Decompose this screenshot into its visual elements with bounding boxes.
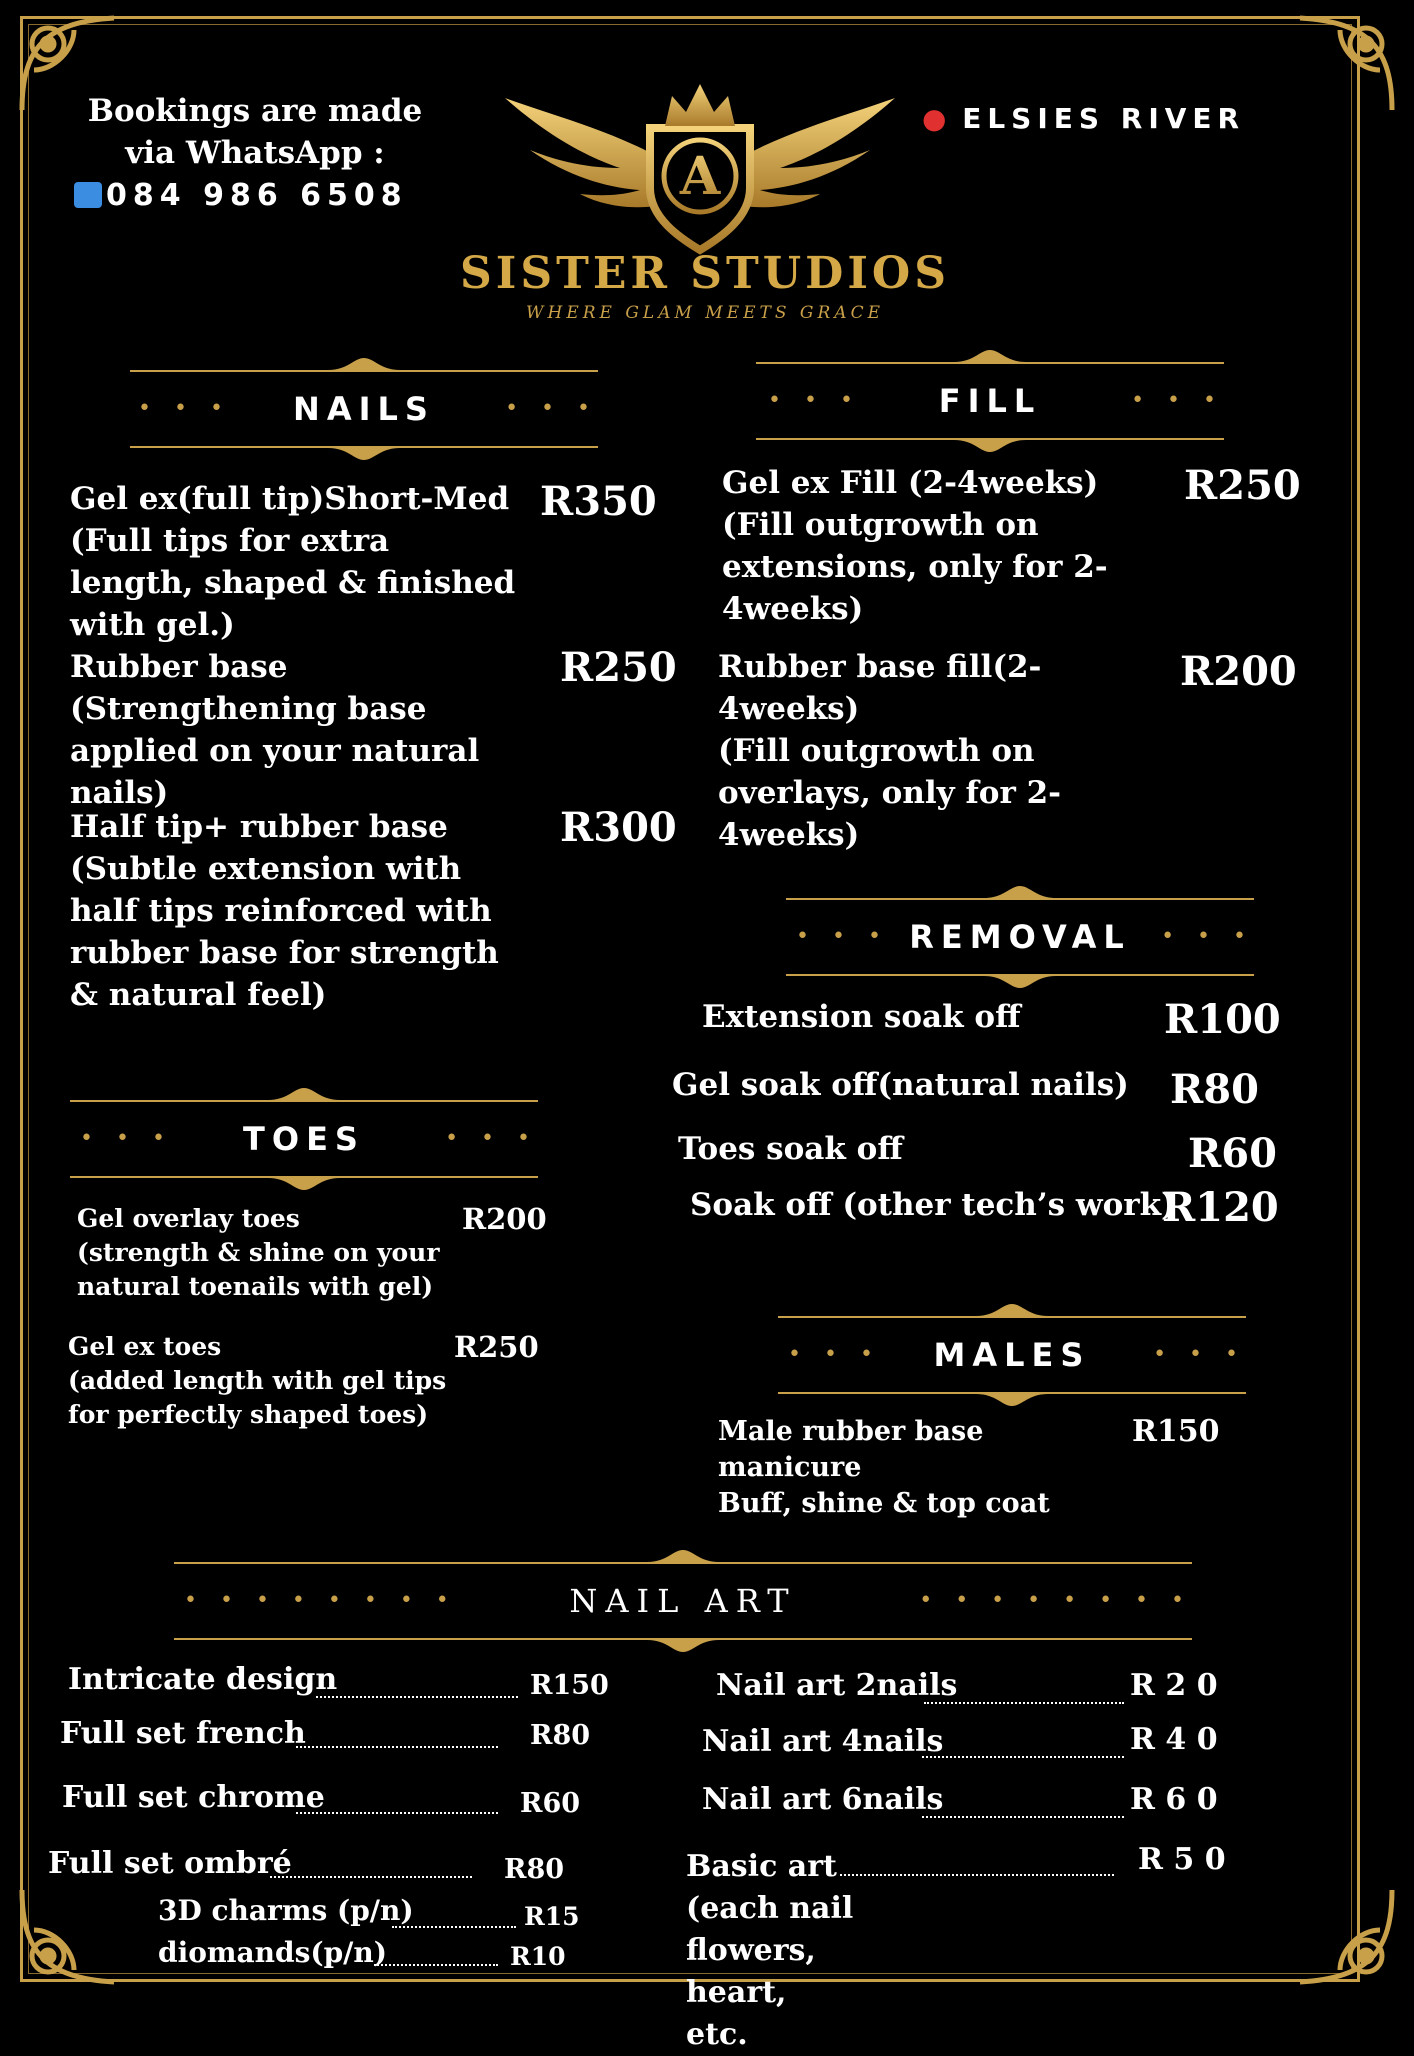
item-desc: Buff, shine & top coat xyxy=(718,1488,1050,1519)
removal-title: REMOVAL xyxy=(909,918,1131,956)
item-desc: (Subtle extension with half tips reinforced with rubber base for strength & natural feel) xyxy=(70,851,499,1013)
art-item-price: R 5 0 xyxy=(1138,1842,1226,1877)
item-price: R250 xyxy=(560,644,677,691)
item-name: Gel ex Fill (2-4weeks) xyxy=(722,465,1099,501)
item-name: Extension soak off xyxy=(702,999,1021,1035)
item-price: R300 xyxy=(560,804,677,851)
item-desc: (Fill outgrowth on overlays, only for 2-4weeks) xyxy=(718,733,1062,853)
corner-ornament-icon xyxy=(1290,1880,1400,1990)
item-price: R200 xyxy=(1180,648,1297,695)
ornament-icon xyxy=(954,438,1026,456)
fill-item xyxy=(718,646,1168,856)
art-item-name: Intricate design xyxy=(68,1662,338,1697)
item-name: Half tip+ rubber base xyxy=(70,809,448,845)
toes-section-header: • • • TOES • • • xyxy=(70,1090,538,1180)
location-text: ELSIES RIVER xyxy=(962,102,1246,135)
art-item-desc: (each nail flowers, heart, etc. xyxy=(686,1891,854,2052)
art-item-name: Basic art xyxy=(686,1849,837,1884)
art-item-name: 3D charms (p/n) xyxy=(158,1894,414,1927)
dotted-leader xyxy=(392,1926,516,1928)
art-item-price: R 4 0 xyxy=(1130,1722,1218,1757)
toes-item xyxy=(77,1202,447,1304)
location-row xyxy=(922,102,1245,135)
males-item xyxy=(718,1414,1118,1522)
dotted-leader xyxy=(316,1696,518,1698)
item-desc: (strength & shine on your natural toenails with gel) xyxy=(77,1238,440,1301)
item-price: R100 xyxy=(1164,996,1281,1043)
logo-letter: A xyxy=(679,146,721,207)
ornament-icon xyxy=(647,1638,719,1656)
removal-section-header: • • • REMOVAL • • • xyxy=(786,888,1254,978)
ornament-icon xyxy=(984,974,1056,992)
art-item-price: R150 xyxy=(530,1670,609,1701)
brand-tagline: WHERE GLAM MEETS GRACE xyxy=(526,303,884,323)
phone-icon xyxy=(74,182,102,208)
nails-section-header: • • • NAILS • • • xyxy=(130,360,598,450)
males-title: MALES xyxy=(933,1336,1091,1374)
item-price: R250 xyxy=(1184,462,1301,509)
phone-number-row xyxy=(74,178,408,213)
item-desc: (Fill outgrowth on extensions, only for 2-4weeks) xyxy=(722,507,1108,627)
item-price: R80 xyxy=(1170,1066,1259,1113)
art-item-name: Full set ombré xyxy=(48,1846,292,1881)
corner-ornament-icon xyxy=(14,1880,124,1990)
item-name: Gel ex(full tip)Short-Med xyxy=(70,481,510,517)
dotted-leader xyxy=(840,1874,1114,1876)
nail-art-title: NAIL ART xyxy=(569,1582,797,1620)
art-item-name: Nail art 4nails xyxy=(702,1724,944,1759)
ornament-icon xyxy=(976,1392,1048,1410)
location-pin-icon: ● xyxy=(922,102,947,135)
art-item-name: Nail art 2nails xyxy=(716,1668,958,1703)
item-desc: (Strengthening base applied on your natural nails) xyxy=(70,691,480,811)
art-item-price: R10 xyxy=(510,1942,566,1971)
item-desc: (added length with gel tips for perfectly shaped toes) xyxy=(68,1366,447,1429)
fill-item xyxy=(722,462,1182,630)
nail-art-section-header: • • • • • • • • NAIL ART • • • • • • • • xyxy=(174,1552,1192,1642)
item-name: Soak off (other tech’s work) xyxy=(690,1187,1176,1223)
ornament-icon xyxy=(328,446,400,464)
item-price: R350 xyxy=(540,478,657,525)
item-name: Gel soak off(natural nails) xyxy=(672,1067,1129,1103)
brand-name: SISTER STUDIOS xyxy=(459,248,951,299)
toes-item xyxy=(68,1330,468,1432)
males-section-header: • • • MALES • • • xyxy=(778,1306,1246,1396)
dotted-leader xyxy=(296,1746,498,1748)
item-price: R60 xyxy=(1188,1130,1277,1177)
corner-ornament-icon xyxy=(1290,10,1400,120)
dotted-leader xyxy=(270,1876,472,1878)
item-name: Gel ex toes xyxy=(68,1332,222,1361)
item-price: R120 xyxy=(1162,1184,1279,1231)
dotted-leader xyxy=(922,1816,1124,1818)
nails-title: NAILS xyxy=(293,390,435,428)
art-item-price: R15 xyxy=(524,1902,580,1931)
dotted-leader xyxy=(922,1756,1124,1758)
item-name: Male rubber base manicure xyxy=(718,1416,984,1483)
item-name: Rubber base fill(2-4weeks) xyxy=(718,649,1042,727)
item-price: R200 xyxy=(462,1202,547,1236)
dotted-leader xyxy=(924,1702,1124,1704)
toes-title: TOES xyxy=(243,1120,365,1158)
phone-number: 084 986 6508 xyxy=(106,178,408,213)
fill-title: FILL xyxy=(938,382,1042,420)
booking-info: Bookings are made via WhatsApp : xyxy=(87,93,423,171)
ornament-icon xyxy=(268,1176,340,1194)
art-item-price: R 2 0 xyxy=(1130,1668,1218,1703)
dotted-leader xyxy=(374,1964,498,1966)
dotted-leader xyxy=(296,1812,498,1814)
art-item-name: diomands(p/n) xyxy=(158,1936,388,1969)
art-item-price: R60 xyxy=(520,1788,581,1819)
nails-item xyxy=(70,478,520,646)
item-name: Gel overlay toes xyxy=(77,1204,300,1233)
item-price: R250 xyxy=(454,1330,539,1364)
art-item-price: R80 xyxy=(504,1854,565,1885)
art-item-name: Full set chrome xyxy=(62,1780,325,1815)
item-price: R150 xyxy=(1132,1414,1220,1449)
nails-item xyxy=(70,806,500,1016)
item-desc: (Full tips for extra length, shaped & finished with gel.) xyxy=(70,523,516,643)
art-item-name: Full set french xyxy=(60,1716,306,1751)
fill-section-header: • • • FILL • • • xyxy=(756,352,1224,442)
item-name: Rubber base xyxy=(70,649,288,685)
nails-item xyxy=(70,646,530,814)
art-item-name: Nail art 6nails xyxy=(702,1782,944,1817)
art-item xyxy=(686,1846,856,2052)
item-name: Toes soak off xyxy=(678,1131,903,1167)
art-item-price: R80 xyxy=(530,1720,591,1751)
logo-emblem-icon xyxy=(500,78,900,258)
art-item-price: R 6 0 xyxy=(1130,1782,1218,1817)
